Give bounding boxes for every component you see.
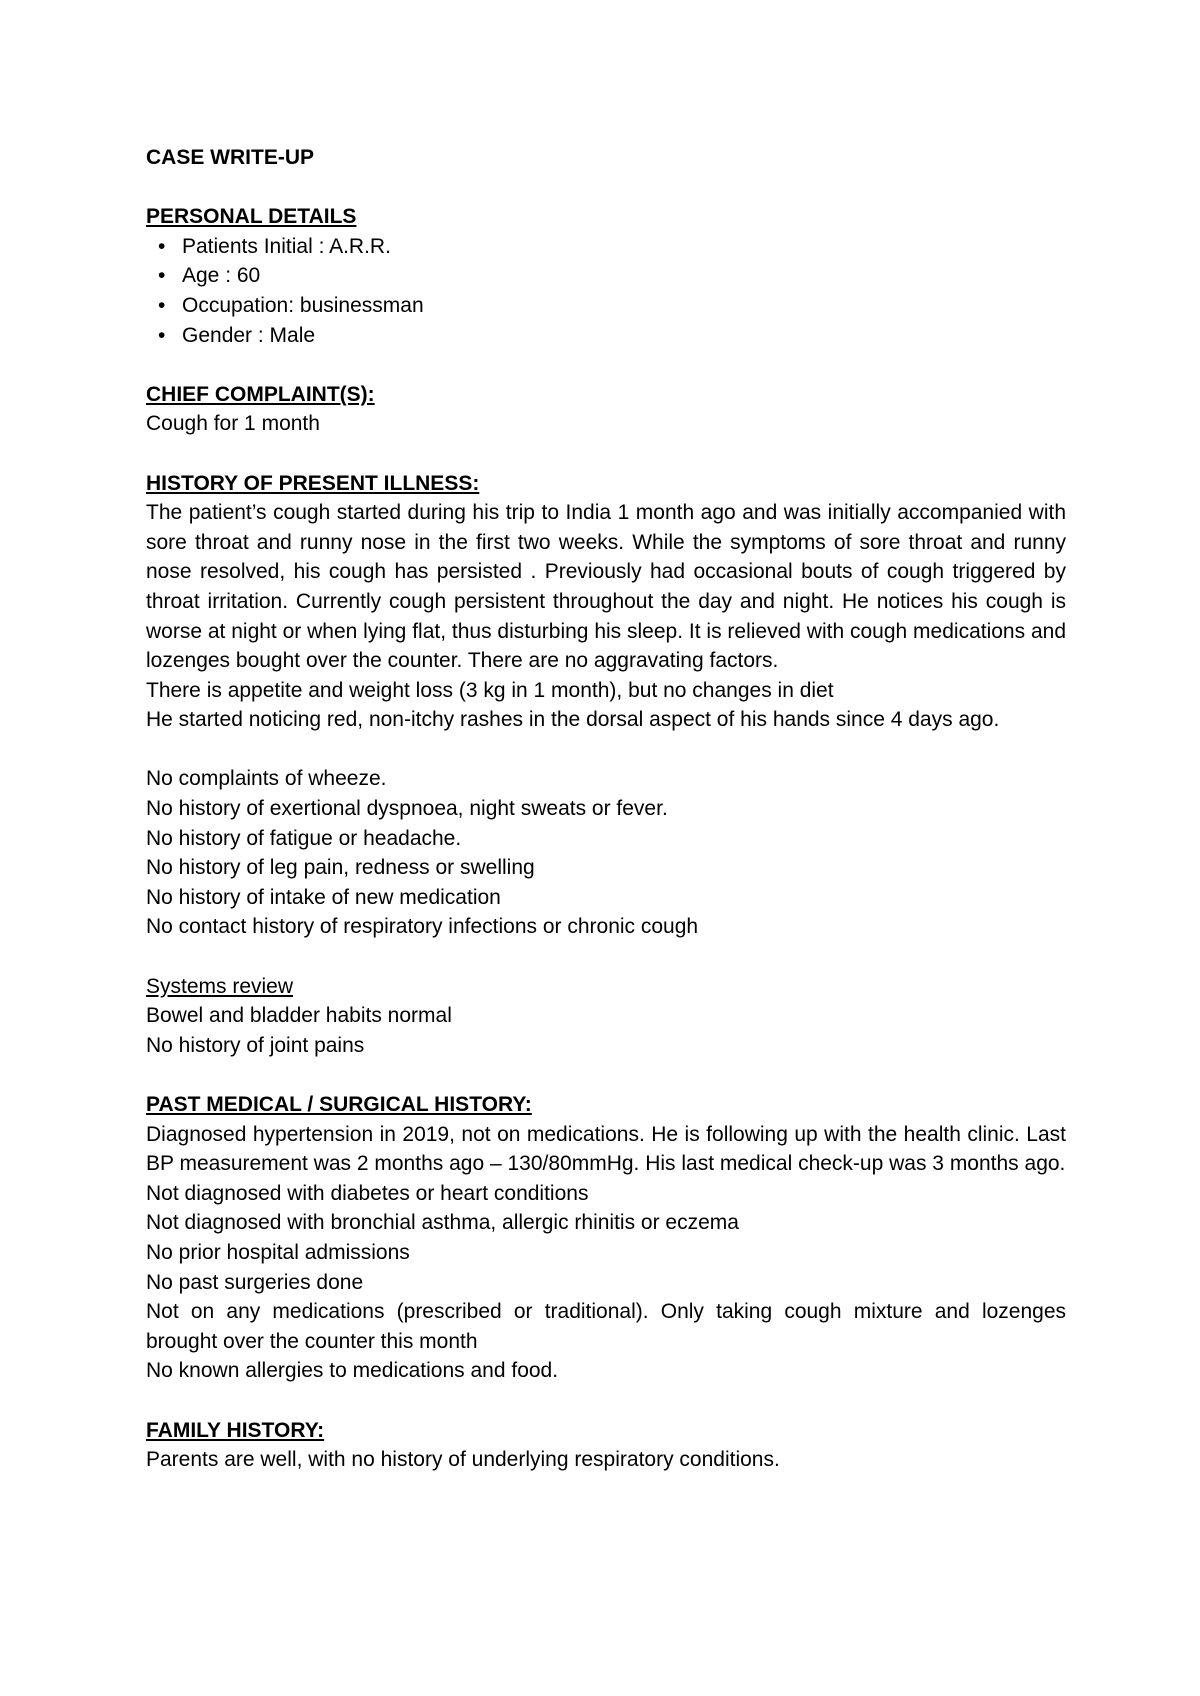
- past-history-allergies: No known allergies to medications and food.: [146, 1359, 559, 1383]
- personal-details-heading: PERSONAL DETAILS: [146, 205, 357, 229]
- hpi-heading: HISTORY OF PRESENT ILLNESS:: [146, 471, 480, 495]
- systems-review-line: Bowel and bladder habits normal: [146, 1004, 452, 1028]
- past-history-heading: PAST MEDICAL / SURGICAL HISTORY:: [146, 1093, 532, 1116]
- chief-complaint-heading: CHIEF COMPLAINT(S):: [146, 382, 375, 406]
- past-history-line: Not diagnosed with bronchial asthma, allergic rhinitis or eczema: [146, 1211, 739, 1235]
- personal-details-list: [146, 232, 1066, 350]
- hpi-line: There is appetite and weight loss (3 kg in 1 month), but no changes in diet: [146, 678, 834, 702]
- hpi-negative: No contact history of respiratory infections or chronic cough: [146, 915, 699, 939]
- systems-review-section: [146, 972, 1066, 1061]
- bullet-icon: •: [158, 323, 166, 347]
- hpi-line: He started noticing red, non-itchy rashes in the dorsal aspect of his hands since 4 days ago.: [146, 708, 1000, 732]
- past-history-line: No prior hospital admissions: [146, 1240, 410, 1264]
- hpi-section: [146, 469, 1066, 943]
- past-history-section: [146, 1090, 1066, 1386]
- bullet-icon: •: [158, 293, 166, 317]
- hpi-negative: No history of intake of new medication: [146, 885, 501, 909]
- list-item: [146, 232, 1066, 262]
- hpi-negative: No history of exertional dyspnoea, night sweats or fever.: [146, 797, 668, 821]
- list-item: [146, 321, 1066, 351]
- chief-complaint-text: Cough for 1 month: [146, 412, 320, 436]
- family-history-section: [146, 1416, 1066, 1475]
- bullet-icon: •: [158, 234, 166, 258]
- past-history-paragraph: Diagnosed hypertension in 2019, not on medications. He is following up with the health clinic. Last BP measurement was 2 months ago – 130/80mmHg. His last medical check-up was 3 months ago.: [146, 1122, 1066, 1176]
- hpi-negative: No history of fatigue or headache.: [146, 826, 462, 850]
- hpi-paragraph: The patient’s cough started during his trip to India 1 month ago and was initially accompanied with sore throat and runny nose in the first two weeks. While the symptoms of sore throat and runny nose resolved, his cough has persisted . Previously had occasional bouts of cough triggered by throat irritation. Currently cough persistent throughout the day and night. He notices his cough is worse at night or when lying flat, thus disturbing his sleep. It is relieved with cough medications and lozenges bought over the counter. There are no aggravating factors.: [146, 501, 1066, 673]
- systems-review-heading: Systems review: [146, 974, 294, 998]
- hpi-negative: No history of leg pain, redness or swelling: [146, 856, 535, 880]
- personal-detail-gender: Gender : Male: [182, 323, 316, 347]
- document-content: [146, 143, 1066, 1475]
- chief-complaint-section: [146, 380, 1066, 439]
- past-history-line: Not diagnosed with diabetes or heart conditions: [146, 1181, 589, 1205]
- past-history-medications: Not on any medications (prescribed or traditional). Only taking cough mixture and lozenges brought over the counter this month: [146, 1300, 1066, 1353]
- personal-detail-occupation: Occupation: businessman: [182, 293, 424, 317]
- past-history-line: No past surgeries done: [146, 1270, 364, 1294]
- systems-review-line: No history of joint pains: [146, 1033, 365, 1057]
- family-history-text: Parents are well, with no history of underlying respiratory conditions.: [146, 1448, 780, 1472]
- list-item: [146, 291, 1066, 321]
- personal-detail-initials: Patients Initial : A.R.R.: [182, 234, 391, 258]
- personal-detail-age: Age : 60: [182, 264, 261, 288]
- list-item: [146, 261, 1066, 291]
- personal-details-section: [146, 202, 1066, 350]
- document-title: CASE WRITE-UP: [146, 146, 314, 169]
- hpi-negative: No complaints of wheeze.: [146, 767, 387, 791]
- family-history-heading: FAMILY HISTORY:: [146, 1418, 325, 1442]
- bullet-icon: •: [158, 264, 166, 288]
- spacer: [146, 735, 1066, 765]
